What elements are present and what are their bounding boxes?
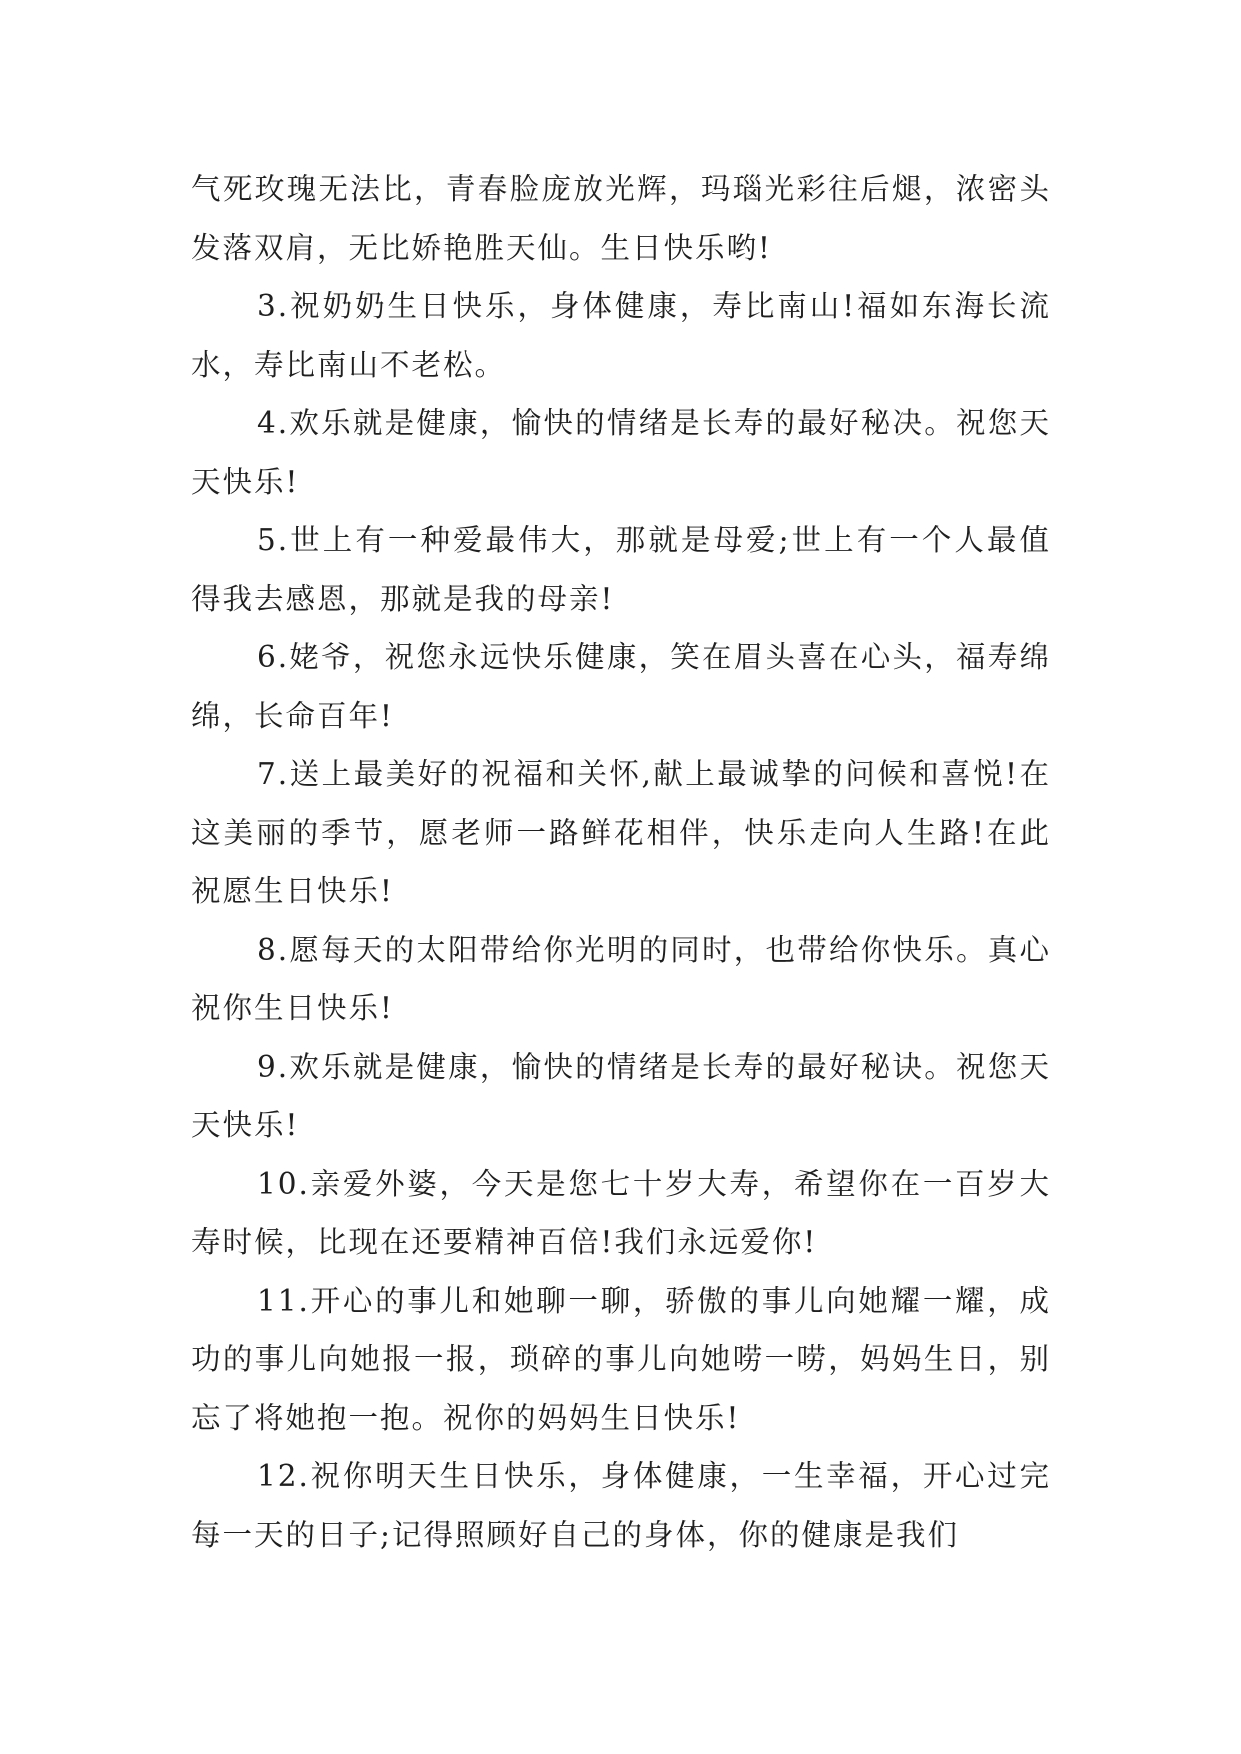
paragraph-continued: 气死玫瑰无法比，青春脸庞放光辉，玛瑙光彩往后煺，浓密头发落双肩，无比娇艳胜天仙。生日快乐哟!: [191, 172, 1051, 265]
paragraph-item-7: 7.送上最美好的祝福和关怀,献上最诚挚的问候和喜悦!在这美丽的季节，愿老师一路鲜花相伴，快乐走向人生路!在此祝愿生日快乐!: [191, 757, 1051, 908]
paragraph-item-12: 12.祝你明天生日快乐，身体健康，一生幸福，开心过完每一天的日子;记得照顾好自己的身体，你的健康是我们: [191, 1459, 1051, 1552]
paragraph-item-10: 10.亲爱外婆，今天是您七十岁大寿，希望你在一百岁大寿时候，比现在还要精神百倍!我们永远爱你!: [191, 1166, 1051, 1259]
document-page: [191, 160, 1051, 1564]
paragraph-item-8: 8.愿每天的太阳带给你光明的同时，也带给你快乐。真心祝你生日快乐!: [191, 932, 1051, 1025]
paragraph-item-4: 4.欢乐就是健康，愉快的情绪是长寿的最好秘决。祝您天天快乐!: [191, 406, 1051, 499]
paragraph-item-6: 6.姥爷，祝您永远快乐健康，笑在眉头喜在心头，福寿绵绵，长命百年!: [191, 640, 1051, 733]
paragraph-item-11: 11.开心的事儿和她聊一聊，骄傲的事儿向她耀一耀，成功的事儿向她报一报，琐碎的事儿向她唠一唠，妈妈生日，别忘了将她抱一抱。祝你的妈妈生日快乐!: [191, 1283, 1051, 1435]
paragraph-item-9: 9.欢乐就是健康，愉快的情绪是长寿的最好秘诀。祝您天天快乐!: [191, 1049, 1051, 1142]
paragraph-item-5: 5.世上有一种爱最伟大，那就是母爱;世上有一个人最值得我去感恩，那就是我的母亲!: [191, 523, 1051, 616]
paragraph-item-3: 3.祝奶奶生日快乐，身体健康，寿比南山!福如东海长流水，寿比南山不老松。: [191, 289, 1051, 382]
